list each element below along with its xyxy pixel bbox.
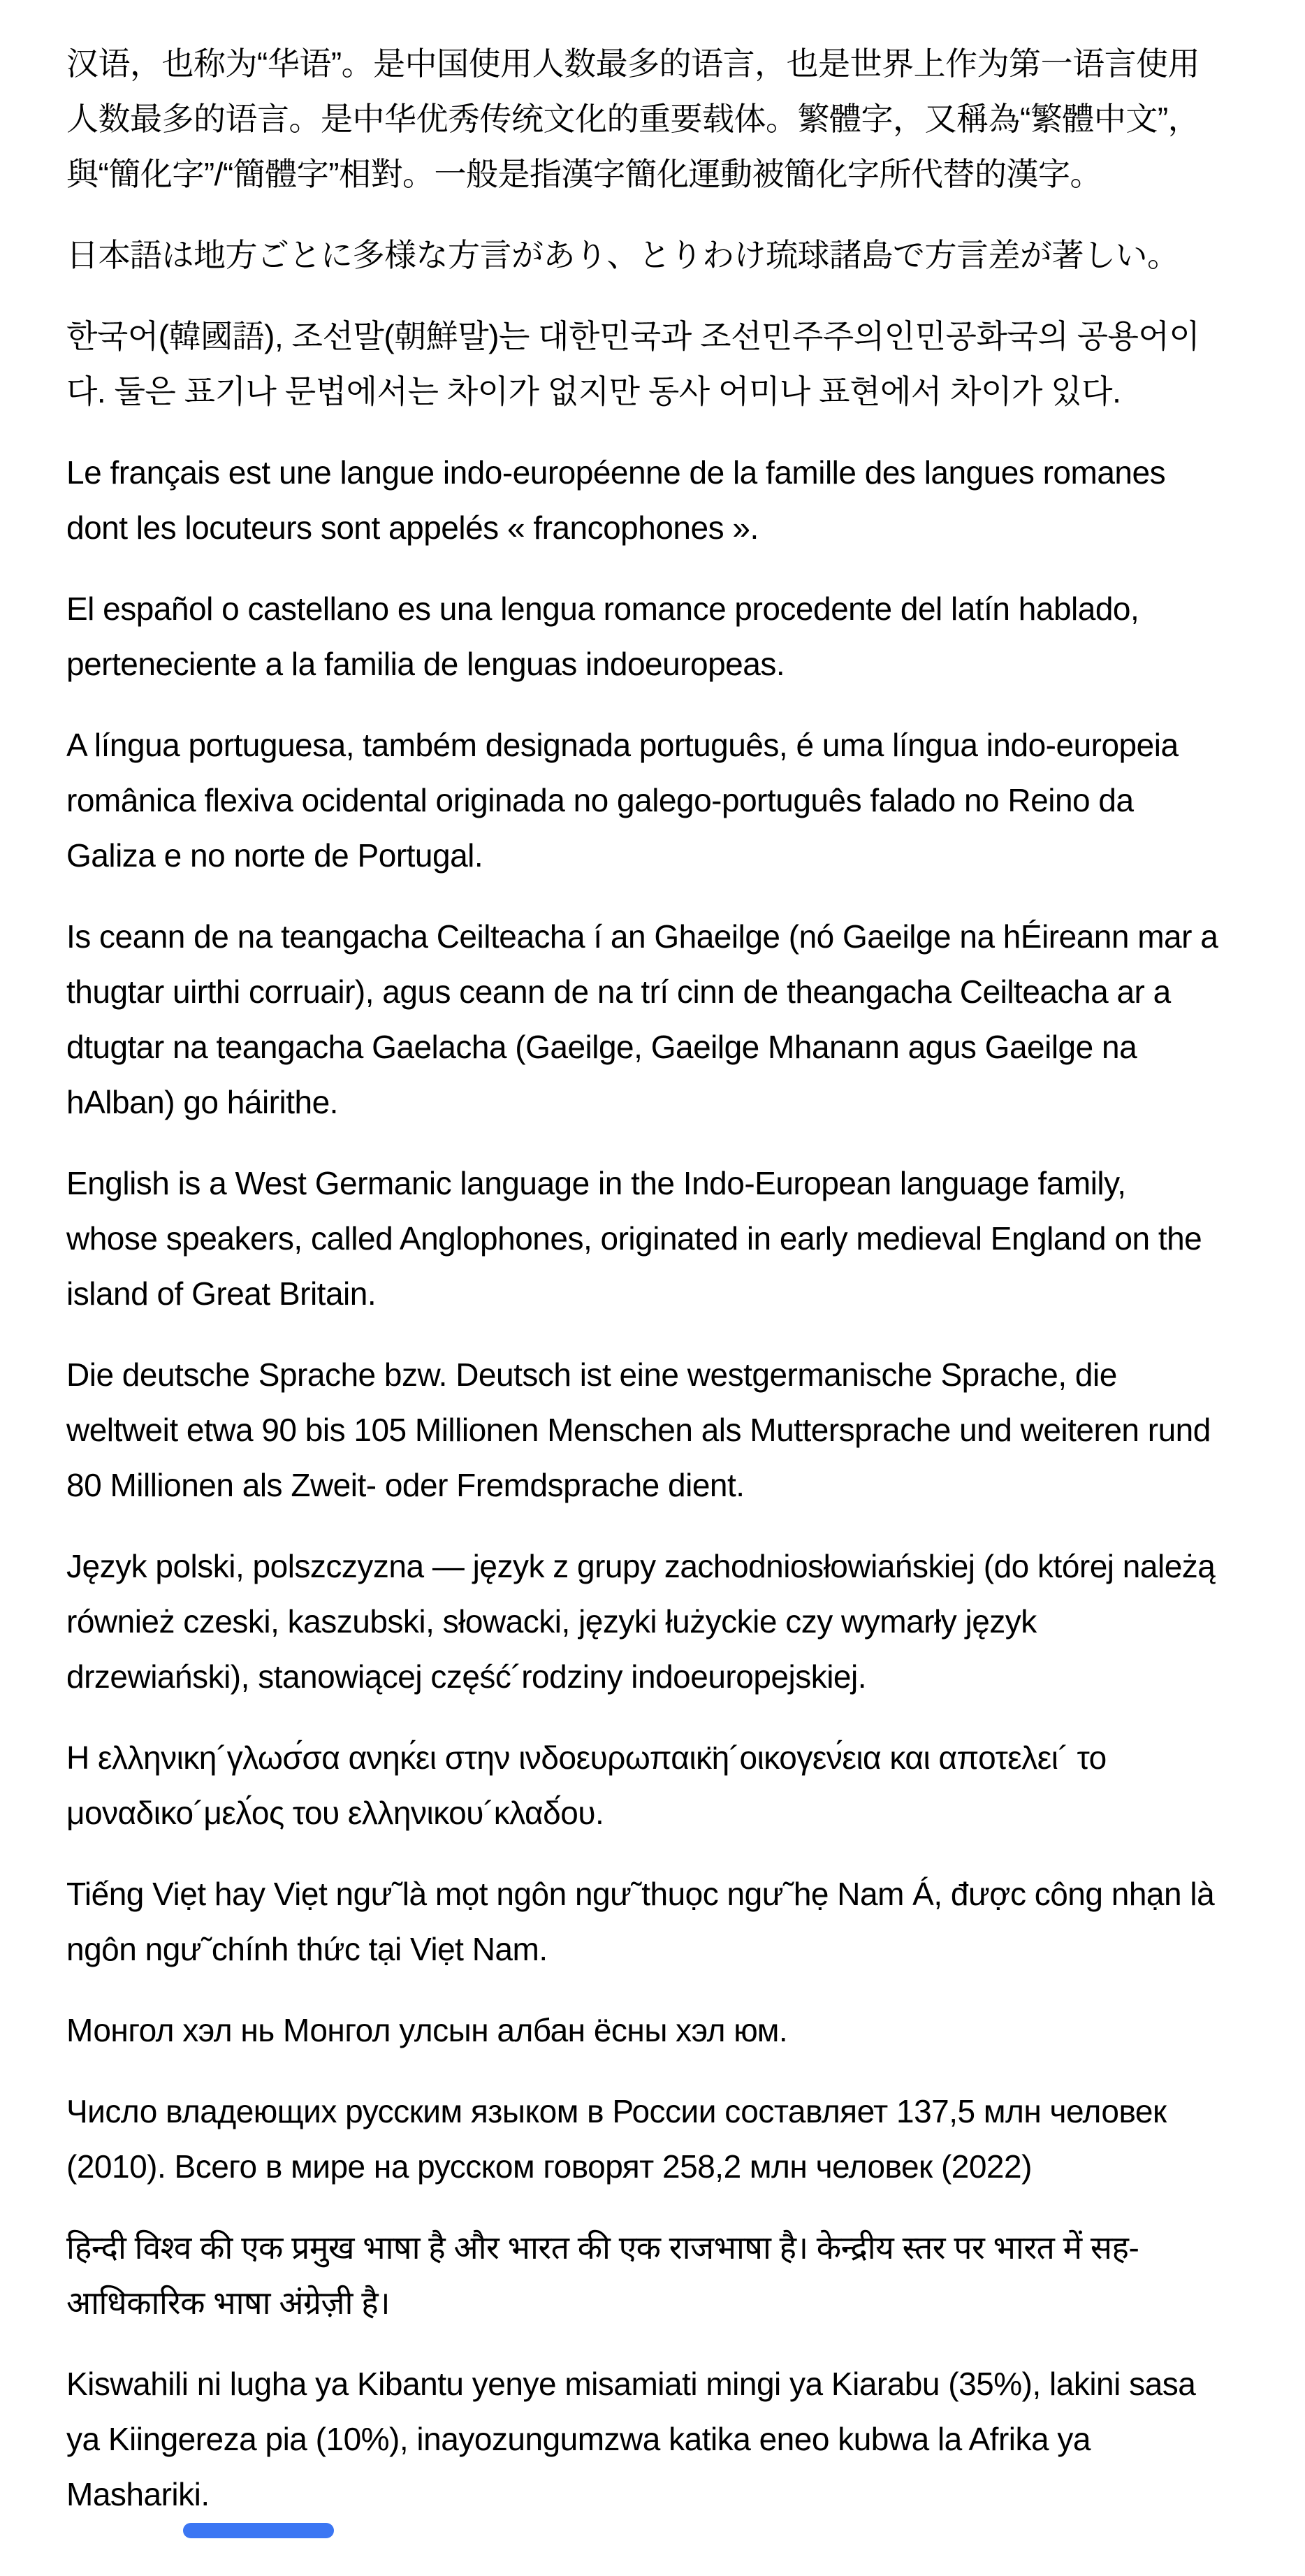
paragraph-german: Die deutsche Sprache bzw. Deutsch ist eine westgermanische Sprache, die weltweit etwa 90 bis 105 Millionen Menschen als Muttersprache und weiteren rund 80 Millionen als Zweit- oder Fremdsprache dient. (66, 1356, 1211, 1503)
paragraph-spanish: El español o castellano es una lengua romance procedente del latín hablado, perteneciente a la familia de lenguas indoeuropeas. (66, 591, 1139, 682)
paragraph-russian: Число владеющих русским языком в России составляет 137,5 млн человек (2010). Всего в мире на русском говорят 258,2 млн человек (2022) (66, 2093, 1167, 2185)
paragraph-japanese: 日本語は地方ごとに多様な方言があり、とりわけ琉球諸島で方言差が著しい。 (66, 237, 1179, 273)
paragraph-portuguese: A língua portuguesa, também designada português, é uma língua indo-europeia românica flexiva ocidental originada no galego-português falado no Reino da Galiza e no norte de Portugal. (66, 727, 1179, 874)
paragraph-vietnamese: Tiếng Viẹt hay Viẹt ngư˜là mọt ngôn ngư˜thuọc ngư˜hẹ Nam Á, được công nhạn là ngôn ngư˜chính thức tại Viẹt Nam. (66, 1876, 1215, 1967)
paragraph-swahili: Kiswahili ni lugha ya Kibantu yenye misamiati mingi ya Kiarabu (35%), lakini sasa ya Kiingereza pia (10%), inayozungumzwa katika eneo kubwa la Afrika ya Mashariki. (66, 2366, 1196, 2512)
paragraph-greek: Η ελληνικη´γλωσ́σα ανηκ́ει στην ινδοευρωπαικ̈η´οικογεν́εια και αποτελει´ το μοναδικο´μελ́ος του ελληνικου´κλαδ́ου. (66, 1739, 1107, 1831)
paragraph-english: English is a West Germanic language in the Indo-European language family, whose speakers, called Anglophones, originated in early medieval England on the island of Great Britain. (66, 1165, 1202, 1312)
paragraph-polish: Język polski, polszczyzna — język z grupy zachodniosłowiańskiej (do której należą również czeski, kaszubski, słowacki, języki łużyckie czy wymarły język drzewiański), stanowiącej część´rodziny indoeuropejskiej. (66, 1548, 1216, 1695)
paragraph-french: Le français est une langue indo-européenne de la famille des langues romanes dont les locuteurs sont appelés « francophones ». (66, 454, 1166, 546)
paragraph-chinese: 汉语，也称为“华语”。是中国使用人数最多的语言，也是世界上作为第一语言使用人数最多的语言。是中华优秀传统文化的重要载体。繁體字，又稱為“繁體中文”，與“簡化字”/“簡體字”相對。一般是指漢字簡化運動被簡化字所代替的漢字。 (66, 45, 1200, 192)
blue-indicator-bar (183, 2523, 334, 2538)
paragraph-hindi: हिन्दी विश्व की एक प्रमुख भाषा है और भारत की एक राजभाषा है। केन्द्रीय स्तर पर भारत में सह-आधिकारिक भाषा अंग्रेज़ी है। (66, 2229, 1139, 2321)
paragraph-korean: 한국어(韓國語), 조선말(朝鮮말)는 대한민국과 조선민주주의인민공화국의 공용어이다. 둘은 표기나 문법에서는 차이가 없지만 동사 어미나 표현에서 차이가 있다. (66, 318, 1200, 410)
paragraph-mongolian: Монгол хэл нь Монгол улсын албан ёсны хэл юм. (66, 2012, 788, 2048)
paragraph-irish: Is ceann de na teangacha Ceilteacha í an Ghaeilge (nó Gaeilge na hÉireann mar a thugtar uirthi corruair), agus ceann de na trí cinn de theangacha Ceilteacha ar a dtugtar na teangacha Gaelacha (Gaeilge, Gaeilge Mhanann agus Gaeilge na hAlban) go háirithe. (66, 918, 1218, 1120)
